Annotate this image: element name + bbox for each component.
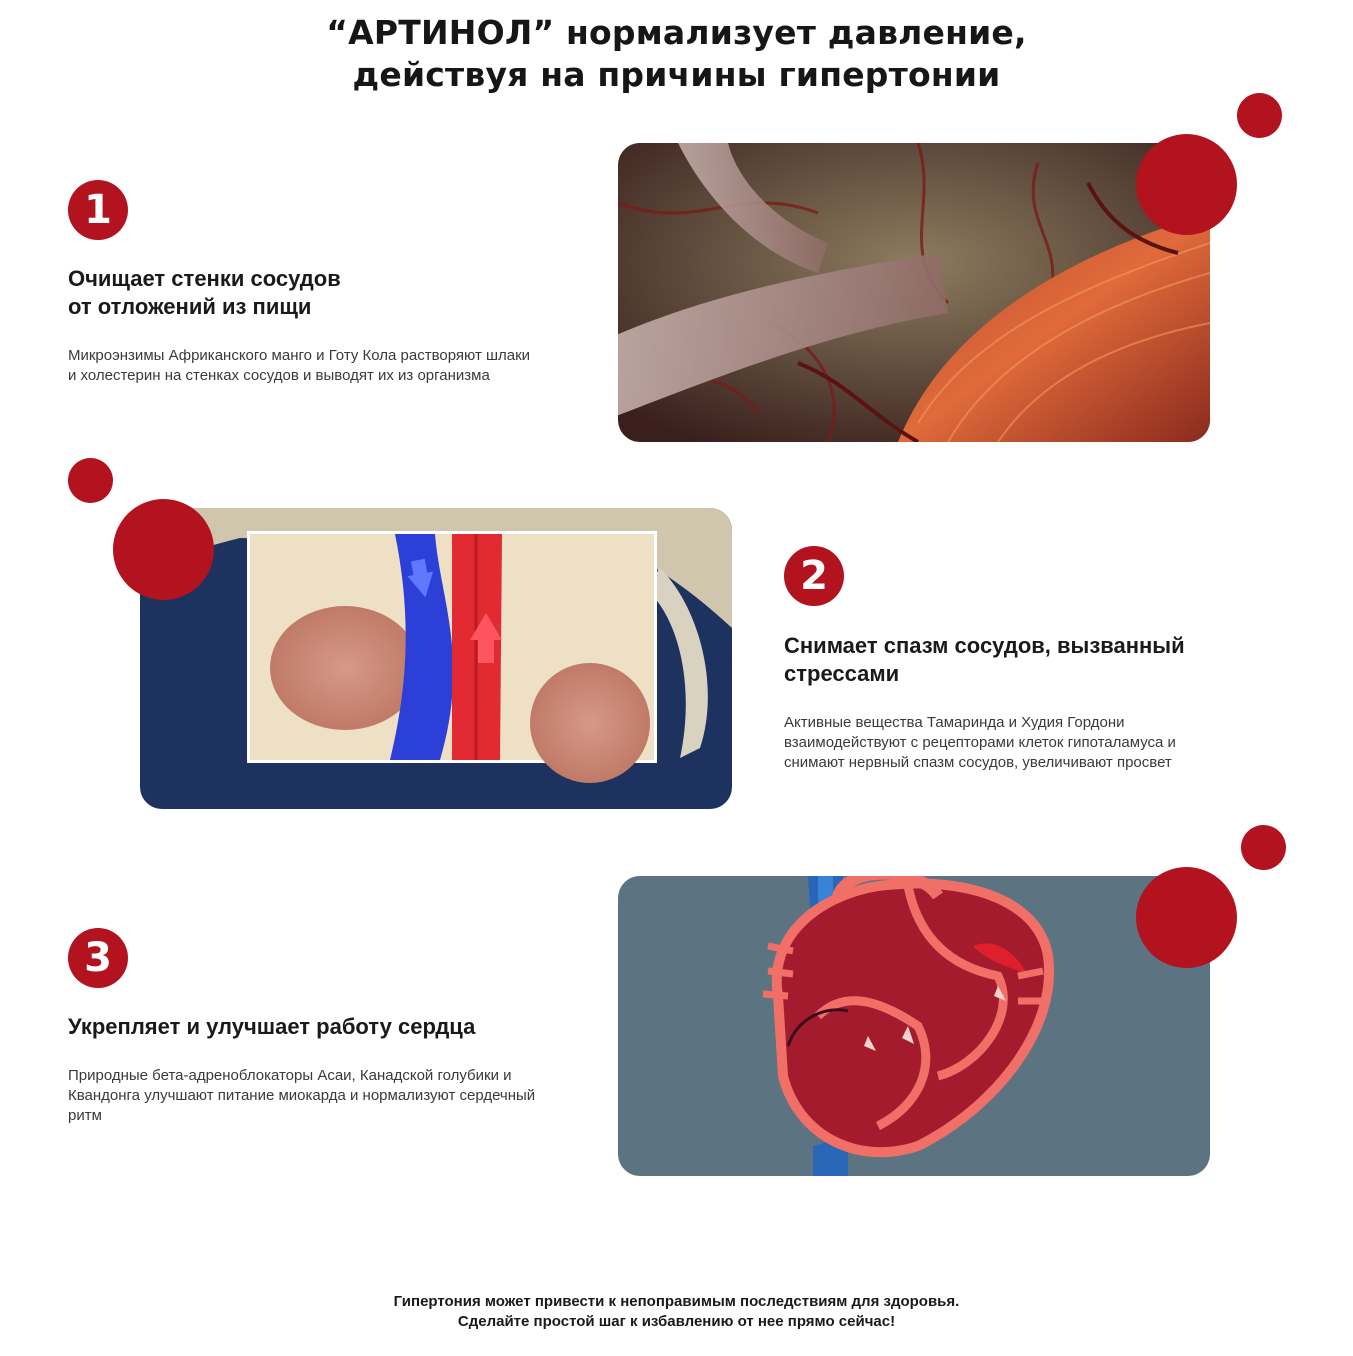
feature-2-title-line-1: Снимает спазм сосудов, вызванный	[784, 633, 1185, 658]
page-title-line-1: “АРТИНОЛ” нормализует давление,	[326, 13, 1027, 52]
feature-3-title	[68, 1013, 568, 1041]
decorative-dot-large	[1136, 867, 1237, 968]
decorative-dot-small	[1241, 825, 1286, 870]
feature-1-title-line-1: Очищает стенки сосудов	[68, 266, 341, 291]
feature-3-title-line-1: Укрепляет и улучшает работу сердца	[68, 1014, 476, 1039]
footer-call-to-action	[0, 1292, 1353, 1332]
feature-2-number-badge: 2	[784, 546, 844, 606]
feature-2-title-line-2: стрессами	[784, 661, 900, 686]
feature-1-title	[68, 265, 548, 321]
footer-line-2: Сделайте простой шаг к избавлению от нее прямо сейчас!	[457, 1313, 896, 1330]
decorative-dot-large	[1136, 134, 1237, 235]
feature-3-number-badge: 3	[68, 928, 128, 988]
feature-2-text: Активные вещества Тамаринда и Худия Гордони взаимодействуют с рецепторами клеток гипоталамуса и снимают нервный спазм сосудов, увеличивают просвет	[784, 714, 1176, 771]
footer-line-1: Гипертония может привести к непоправимым последствиям для здоровья.	[393, 1293, 960, 1310]
feature-2-title	[784, 632, 1284, 688]
page-title-line-2: действуя на причины гипертонии	[352, 55, 1001, 94]
heart-illustration	[618, 876, 1210, 1176]
vessel-spasm-illustration	[140, 508, 732, 809]
page-title	[0, 12, 1353, 96]
feature-3-text: Природные бета-адреноблокаторы Асаи, Канадской голубики и Квандонга улучшают питание миокарда и нормализуют сердечный ритм	[68, 1067, 536, 1124]
decorative-dot-small	[68, 458, 113, 503]
feature-1-title-line-2: от отложений из пищи	[68, 294, 312, 319]
decorative-dot-small	[1237, 93, 1282, 138]
blood-vessels-illustration	[618, 143, 1210, 442]
decorative-dot-large	[113, 499, 214, 600]
feature-1-text: Микроэнзимы Африканского манго и Готу Кола растворяют шлаки и холестерин на стенках сосудов и выводят их из организма	[68, 347, 531, 384]
feature-1-number-badge: 1	[68, 180, 128, 240]
